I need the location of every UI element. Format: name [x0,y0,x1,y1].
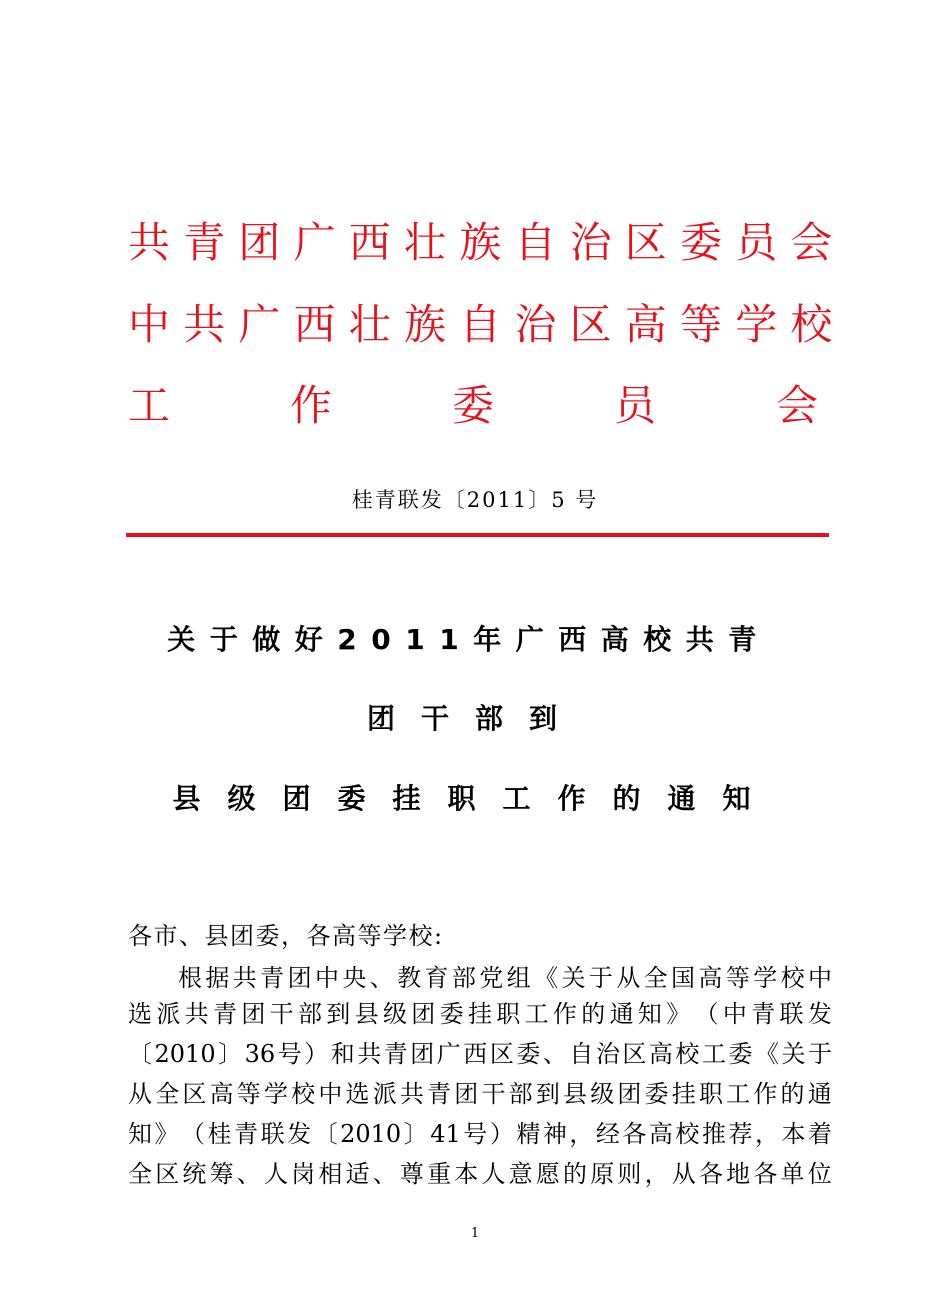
issuer-name-line-3: 工 作 委 员 会 [128,381,818,430]
red-divider [126,533,829,537]
title-line-2: 团干部到 [366,702,583,735]
body-line-4: 从 全 区 高 等 学 校 中 选 派 共 青 团 干 部 到 县 级 团 委 挂 职 工 作 的 通 [128,1080,832,1108]
title-line-3: 县级团委挂职工作的通知 [172,782,778,815]
document-number: 桂青联发〔2011〕5 号 [351,488,599,512]
page-number: 1 [470,1226,480,1241]
issuer-name-line-2: 中共广西壮族自治区高等学校 [128,300,846,349]
body-line-3: 〔 2010 〕 36 号 ） 和 共 青 团 广 西 区 委 、 自 治 区 高 校 工 委 《 关 于 [128,1040,832,1068]
body-line-2: 选 派 共 青 团 干 部 到 县 级 团 委 挂 职 工 作 的 通 知 》 （ 中 青 联 发 [128,1000,832,1028]
issuer-name-line-1: 共青团广西壮族自治区委员会 [128,218,846,267]
salutation: 各市、县团委，各高等学校: [128,922,444,950]
body-line-5: 知 》 （ 桂 青 联 发 〔 2010 〕 41 号 ） 精 神 ， 经 各 高 校 推 荐 ， 本 着 [128,1120,832,1148]
title-line-1: 关于做好2011年广西高校共青 [167,623,771,656]
body-line-1: 根 据 共 青 团 中 央 、 教 育 部 党 组 《 关 于 从 全 国 高 等 学 校 中 [178,964,832,992]
body-line-6: 全 区 统 筹 、 人 岗 相 适 、 尊 重 本 人 意 愿 的 原 则 ， 从 各 地 各 单 位 [128,1160,832,1188]
